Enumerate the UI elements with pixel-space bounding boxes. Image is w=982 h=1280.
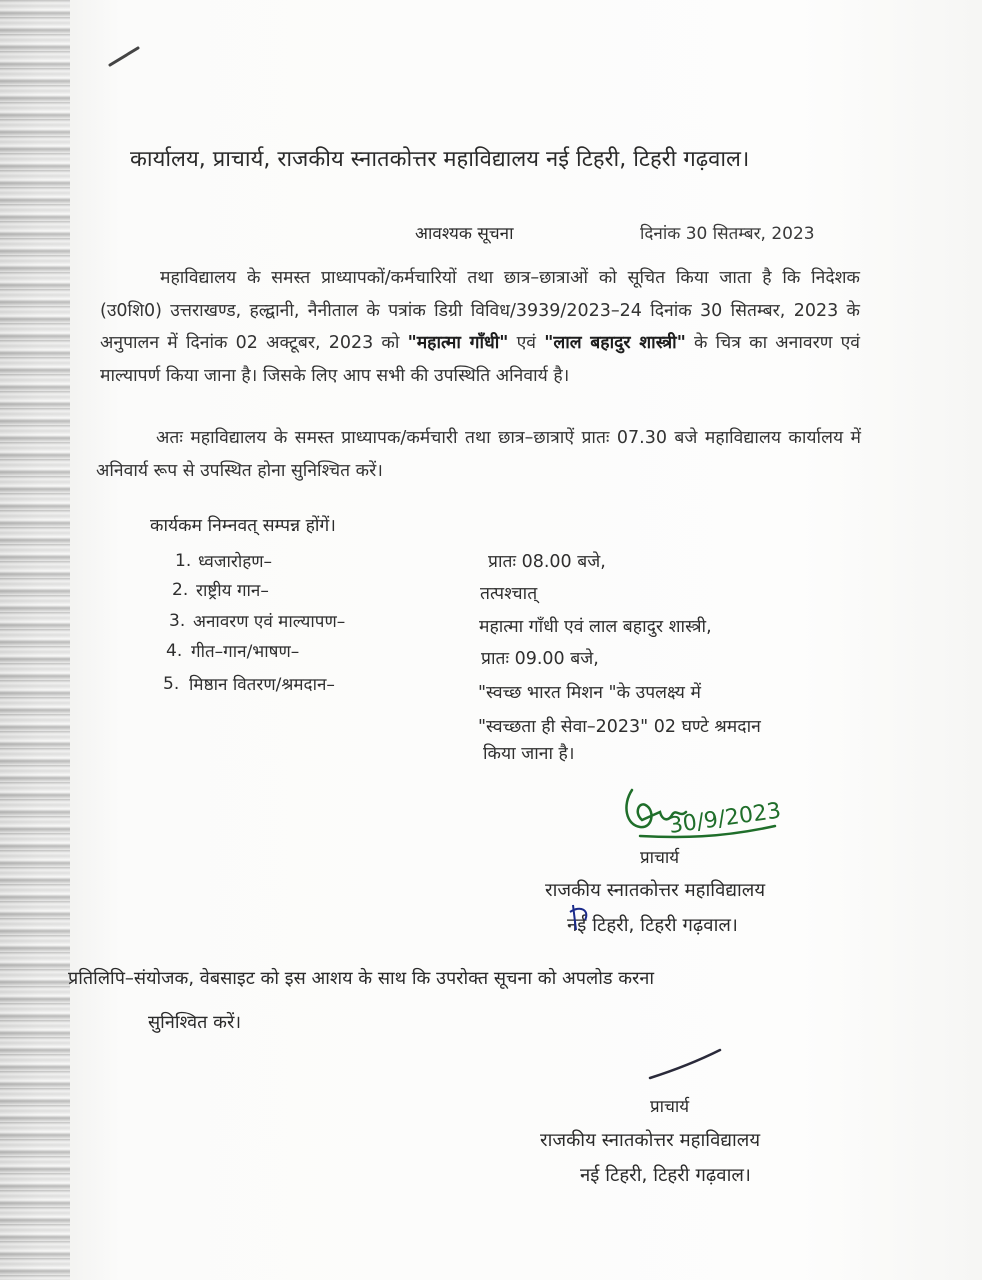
program-item-value: तत्पश्चात् <box>480 584 538 604</box>
paragraph1-text-2: एवं <box>508 333 545 353</box>
paragraph1-text-1: महाविद्यालय के समस्त प्राध्यापकों/कर्मचारियों तथा छात्र–छात्राओं को सूचित किया जाता है कि निदेशक (उ0शि0) उत्तराखण्ड, हल्द्वानी, नैनीताल के पत्रांक डिग्री विविध/3939/2023–24 दिनांक 30 सितम्बर, 2023 के अनुपालन में दिनांक 02 अक्टूबर, 2023 को <box>100 268 860 353</box>
program-item-number: 4. <box>166 641 183 661</box>
program-item-label: अनावरण एवं माल्यापण– <box>193 612 346 632</box>
college-place-2: नई टिहरी, टिहरी गढ़वाल। <box>580 1165 751 1186</box>
program-item-value: प्रातः 09.00 बजे, <box>481 649 599 669</box>
office-header: कार्यालय, प्राचार्य, राजकीय स्नातकोत्तर महाविद्यालय नई टिहरी, टिहरी गढ़वाल। <box>130 147 750 172</box>
program-item-number: 1. <box>175 551 192 571</box>
college-place-1: नई टिहरी, टिहरी गढ़वाल। <box>567 915 738 936</box>
program-item-value: प्रातः 08.00 बजे, <box>488 552 606 572</box>
program-item-value: "स्वच्छ भारत मिशन "के उपलक्ष्य में <box>478 683 701 703</box>
notice-date: दिनांक 30 सितम्बर, 2023 <box>640 224 815 244</box>
college-name-2: राजकीय स्नातकोत्तर महाविद्यालय <box>540 1130 761 1151</box>
paragraph2-text: अतः महाविद्यालय के समस्त प्राध्यापक/कर्मचारी तथा छात्र–छात्राऐं प्रातः 07.30 बजे महाविद्यालय कार्यालय में अनिवार्य रूप से उपस्थित होना सुनिश्चित करें। <box>96 428 861 481</box>
principal-title-1: प्राचार्य <box>640 848 680 868</box>
program-item-number: 5. <box>163 674 180 694</box>
program-item-number: 2. <box>172 580 189 600</box>
pen-mark-top <box>110 48 138 65</box>
scanned-page-edge <box>0 0 70 1280</box>
program-item-label: मिष्ठान वितरण/श्रमदान– <box>189 675 335 695</box>
program-item-value: महात्मा गाँधी एवं लाल बहादुर शास्त्री, <box>479 617 712 637</box>
program-item-label: ध्वजारोहण– <box>198 552 273 572</box>
body-paragraph-2 <box>96 422 861 487</box>
paragraph1-bold-gandhi: "महात्मा गाँधी" <box>407 333 509 353</box>
program-extra-line-1: "स्वच्छता ही सेवा–2023" 02 घण्टे श्रमदान <box>478 717 761 737</box>
paragraph1-bold-shastri: "लाल बहादुर शास्त्री" <box>544 333 686 353</box>
signature-with-date <box>626 790 782 839</box>
program-intro: कार्यकम निम्नवत् सम्पन्न होंगें। <box>150 516 336 536</box>
body-paragraph-1 <box>100 262 860 392</box>
program-item-label: गीत–गान/भाषण– <box>191 642 300 662</box>
signature-stroke-2 <box>650 1050 720 1078</box>
copy-to-line-2: सुनिश्वित करें। <box>148 1012 242 1033</box>
program-extra-line-2: किया जाना है। <box>483 744 575 764</box>
program-item-number: 3. <box>169 611 186 631</box>
paragraph1-text-3: के चित्र का अनावरण एवं माल्यापर्ण किया जाना है। जिसके लिए आप सभी की उपस्थिति अनिवार्य है। <box>100 333 861 386</box>
signature-date-text: 30/9/2023 <box>667 798 783 839</box>
program-item-label: राष्ट्रीय गान– <box>196 581 269 601</box>
college-name-1: राजकीय स्नातकोत्तर महाविद्यालय <box>545 880 766 901</box>
principal-title-2: प्राचार्य <box>650 1097 690 1117</box>
notice-subject: आवश्यक सूचना <box>415 224 514 244</box>
copy-to-line-1: प्रतिलिपि–संयोजक, वेबसाइट को इस आशय के साथ कि उपरोक्त सूचना को अपलोड करना <box>68 968 655 989</box>
